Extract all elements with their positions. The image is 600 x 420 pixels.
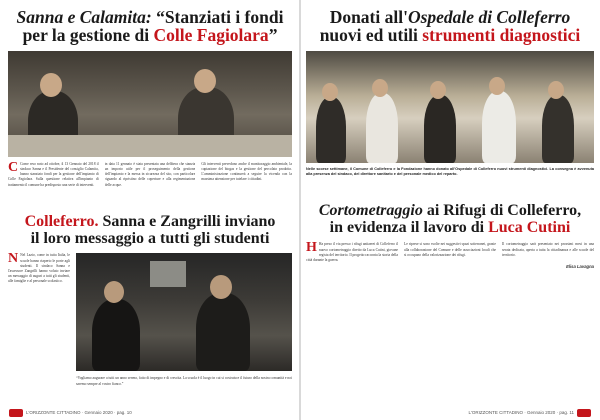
footer-label: L'ORIZZONTE CITTADINO · Gennaio 2020 · pag. 11 xyxy=(468,410,574,415)
page-gutter xyxy=(299,0,301,420)
headline-part: nuovi ed utili xyxy=(319,25,423,46)
article-column xyxy=(8,162,99,206)
headline-part: ai Rifugi di Colleferro, xyxy=(422,201,582,219)
article-text: Nel Lazio, come in tutta Italia, le scuole hanno riaperto le porte agli studenti. Il sindaco Sanna e l'assessore Zangrilli hanno voluto inviare un messaggio di auguri a tutti gli studenti, alle famiglie e al personale scolastico. xyxy=(8,253,70,284)
headline-part: il loro messaggio a tutti gli studenti xyxy=(30,229,270,247)
publication-logo xyxy=(9,409,23,417)
headline-highlight: Luca Cutini xyxy=(488,218,571,236)
article-column: Gli interventi prevedono anche il monitoraggio ambientale, la captazione del biogas e la gestione del percolato prodotto. L'amministrazione continuerà a seguire la vicenda con la massima attenzione per tutelare i cittadini. xyxy=(201,161,293,182)
article-text: Ha preso il via presso i rifugi antiaerei di Colleferro il nuovo cortometraggio diretto da Luca Cutini, giovane regista del territorio. Il progetto racconta la storia della città durante la guerra. xyxy=(306,242,398,262)
headline-part: Cortometraggio xyxy=(318,201,423,219)
headline-part: Sanna e Zangrilli inviano xyxy=(98,212,276,230)
photo-figure xyxy=(316,97,346,163)
meeting-photo xyxy=(8,51,292,157)
article-column: in data 11 gennaio è stata presentata una delibera che stanzia un importo utile per il proseguimento della gestione dell'impianto e la messa in sicurezza del sito, con particolare riguardo al ripristino delle coperture e alla regimentazione delle acque. xyxy=(104,161,196,187)
right-footer xyxy=(469,408,594,417)
publication-logo xyxy=(577,409,591,417)
article-column xyxy=(306,242,398,404)
headline-highlight: Colle Fagiolara xyxy=(153,25,269,46)
headline-sanna-calamita xyxy=(4,8,296,45)
headline-part: “Stanziati i fondi xyxy=(151,7,284,27)
photo-head xyxy=(548,81,564,99)
photo-head xyxy=(430,81,446,99)
photo-figure xyxy=(196,293,250,371)
photo-figure xyxy=(92,299,140,371)
headline-part: in evidenza il lavoro di xyxy=(329,218,489,236)
headline-part: Donati all' xyxy=(329,7,408,27)
article-sanna-calamita xyxy=(8,162,292,206)
photo-head xyxy=(40,73,62,97)
headline-part: per la gestione di xyxy=(22,25,154,46)
article-column xyxy=(8,253,70,419)
headline-highlight: strumenti diagnostici xyxy=(422,25,581,46)
article-students-right xyxy=(76,253,292,419)
dropcap: N xyxy=(8,253,19,267)
headline-part: ” xyxy=(268,25,278,46)
photo-head xyxy=(322,83,338,101)
headline-ospedale xyxy=(304,8,596,45)
dropcap: H xyxy=(306,242,317,256)
headline-part: Ospedale di Colleferro xyxy=(407,7,571,27)
article-byline: Elisa Lavagna xyxy=(566,263,594,269)
left-page xyxy=(4,0,296,420)
photo-screen xyxy=(150,261,186,287)
dropcap: C xyxy=(8,161,19,175)
photo-figure xyxy=(482,91,516,163)
article-students-block xyxy=(8,253,292,419)
photo-head xyxy=(372,79,388,97)
headline-highlight: Colleferro. xyxy=(24,212,99,230)
article-text: Il cortometraggio sarà presentato nei prossimi mesi in una serata dedicata, aperta a tutta la cittadinanza e alle scuole del territorio. xyxy=(502,242,594,257)
photo-figure xyxy=(542,95,574,163)
footer-label: L'ORIZZONTE CITTADINO · Gennaio 2020 · pag. 10 xyxy=(26,410,132,415)
article-column: “Vogliamo augurare a tutti un anno sereno, fatto di impegno e di crescita. La scuola è il luogo in cui si costruisce il futuro della nostra comunità e noi saremo sempre al vostro fianco.” xyxy=(76,376,292,386)
students-photo xyxy=(76,253,292,371)
article-text: Come reso noto ad ottobre, il 13 Gennaio del 2018 il sindaco Sanna e il Presidente del consiglio Calamita, hanno stanziato fondi per la gestione dell'impianto di Colle Fagiolara. Sulla questione relativa all'impianto di trattamento il comune ha predisposto una serie di interventi. xyxy=(8,161,99,187)
headline-part: Sanna e Calamita: xyxy=(16,7,152,27)
hospital-photo xyxy=(306,51,594,163)
photo-desk xyxy=(8,135,292,157)
photo-figure xyxy=(366,93,398,163)
headline-cortometraggio xyxy=(304,203,596,237)
article-cortometraggio xyxy=(306,242,594,404)
photo-head xyxy=(489,77,505,95)
photo-figure xyxy=(424,95,456,163)
article-column xyxy=(502,242,594,404)
headline-sanna-zangrilli xyxy=(4,214,296,248)
left-footer xyxy=(6,408,132,417)
hospital-caption: Nelle scorse settimane, il Comune di Colleferro e la Fondazione hanno donato all'Ospedale di Colleferro nuovi strumenti diagnostici. La consegna è avvenuta alla presenza del sindaco, del direttore sanitario e del personale medico del reparto. xyxy=(306,166,594,176)
photo-head xyxy=(194,69,216,93)
article-column: Le riprese si sono svolte nei suggestivi spazi sotterranei, grazie alla collaborazione del Comune e delle associazioni locali che si occupano della valorizzazione dei rifugi. xyxy=(404,242,496,257)
right-page xyxy=(304,0,596,420)
